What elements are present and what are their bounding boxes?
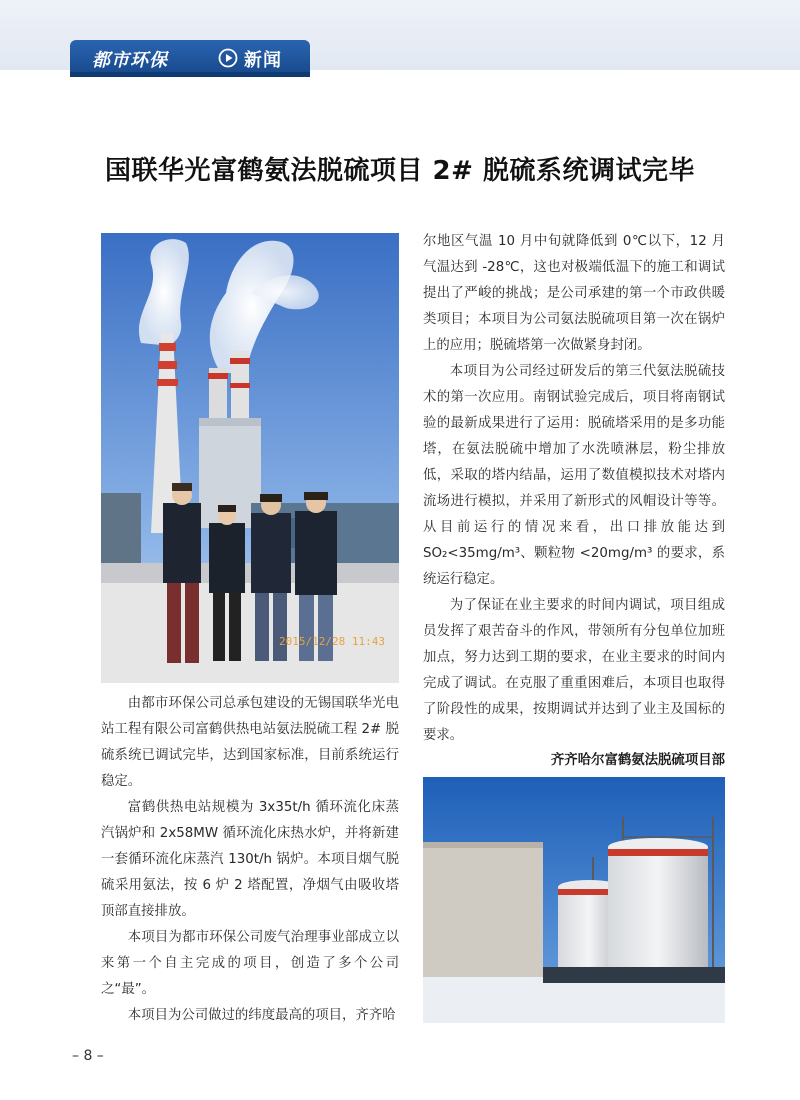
play-circle-icon — [218, 48, 238, 68]
paragraph: 本项目为公司经过研发后的第三代氨法脱硫技术的第一次应用。南钢试验完成后，项目将南钢试验的最新成果进行了运用：脱硫塔采用的是多功能塔，在氨法脱硫中增加了水洗喷淋层，粉尘排放低，采取的塔内结晶，运用了数值模拟技术对塔内流场进行模拟，并采用了新形式的风帽设计等等。从目前运行的情况来看，出口排放能达到 SO₂<35mg/m³、颗粒物 <20mg/m³ 的要求，系统运行稳定。 — [423, 364, 725, 587]
photo-timestamp: 2015/12/28 11:43 — [279, 635, 385, 648]
right-column — [423, 229, 725, 749]
paragraph-continuation: 尔地区气温 10 月中旬就降低到 0℃以下，12 月气温达到 -28℃，这也对极端低温下的施工和调试提出了严峻的挑战；是公司承建的第一个市政供暖类项目；本项目为公司氨法脱硫项目第一次在锅炉上的应用；脱硫塔第一次做紧身封闭。 — [423, 234, 725, 353]
paragraph: 富鹤供热电站规模为 3x35t/h 循环流化床蒸汽锅炉和 2x58MW 循环流化床热水炉，并将新建一套循环流化床蒸汽 130t/h 锅炉。本项目烟气脱硫采用氨法，按 6 炉 2 塔配置，净烟气由吸收塔顶部直接排放。 — [101, 800, 399, 919]
section-label: 新闻 — [244, 50, 282, 71]
article-title: 国联华光富鹤氨法脱硫项目 2# 脱硫系统调试完毕 — [105, 156, 695, 186]
section-banner-edge — [70, 72, 310, 77]
paragraph: 本项目为公司做过的纬度最高的项目，齐齐哈 — [127, 1008, 396, 1023]
paragraph: 由都市环保公司总承包建设的无锡国联华光电站工程有限公司富鹤供热电站氨法脱硫工程 2# 脱硫系统已调试完毕，达到国家标准，目前系统运行稳定。 — [101, 696, 399, 789]
team-photo — [101, 233, 399, 683]
tower-photo — [423, 777, 725, 1023]
paragraph: 本项目为都市环保公司废气治理事业部成立以来第一个自主完成的项目，创造了多个公司之“最”。 — [101, 930, 399, 997]
article-signature: 齐齐哈尔富鹤氨法脱硫项目部 — [550, 753, 725, 768]
page-number: – 8 – — [72, 1048, 104, 1064]
brand-logo-text: 都市环保 — [92, 50, 168, 71]
left-column — [101, 691, 399, 1029]
paragraph: 为了保证在业主要求的时间内调试，项目组成员发挥了艰苦奋斗的作风，带领所有分包单位加班加点，努力达到工期的要求，在业主要求的时间内完成了调试。在克服了重重困难后，本项目也取得了阶段性的成果，按期调试并达到了业主及国标的要求。 — [423, 598, 725, 743]
